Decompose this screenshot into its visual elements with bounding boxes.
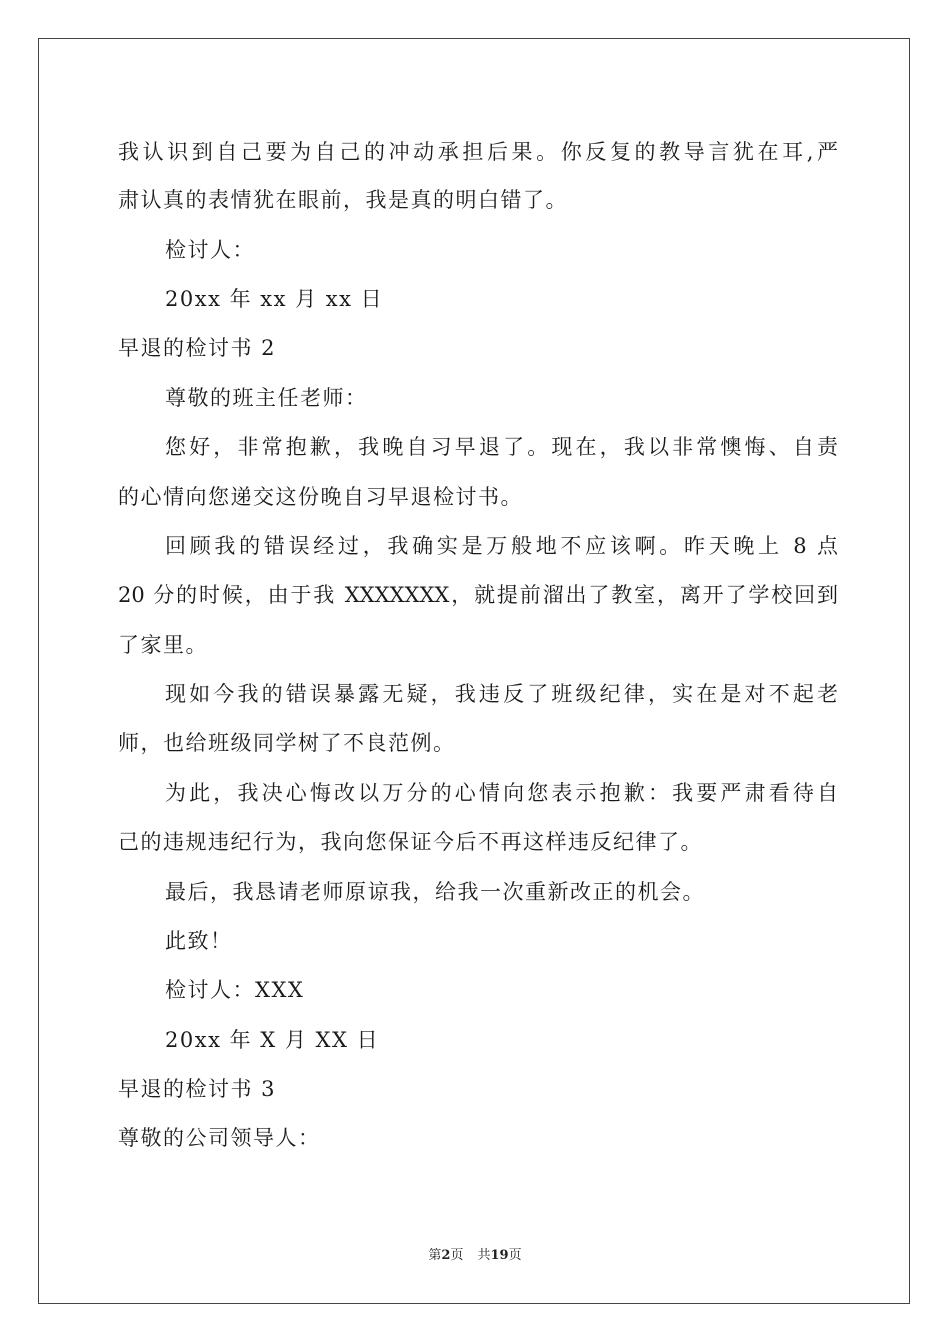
- date-line: 20xx 年 xx 月 xx 日: [165, 287, 384, 311]
- paragraph-line: 您好，非常抱歉，我晚自习早退了。现在，我以非常懊悔、自责: [165, 435, 838, 459]
- salutation: 尊敬的公司领导人：: [118, 1126, 321, 1150]
- paragraph-line: 20 分的时候，由于我 XXXXXXX，就提前溜出了教室，离开了学校回到: [118, 583, 838, 607]
- signature-label: 检讨人：: [165, 238, 255, 262]
- closing-line: 此致！: [165, 929, 233, 953]
- page-border: [38, 38, 910, 1304]
- paragraph-line: 回顾我的错误经过，我确实是万般地不应该啊。昨天晚上 8 点: [165, 534, 838, 558]
- date-line: 20xx 年 X 月 XX 日: [165, 1028, 380, 1052]
- signature-label: 检讨人：XXX: [165, 978, 305, 1002]
- page-suffix: 页: [450, 1248, 464, 1263]
- total-prefix: 共: [477, 1248, 491, 1263]
- page-total: 19: [490, 1248, 509, 1263]
- paragraph-line: 的心情向您递交这份晚自习早退检讨书。: [118, 485, 523, 509]
- section-heading: 早退的检讨书 2: [118, 336, 277, 360]
- paragraph-line: 为此，我决心悔改以万分的心情向您表示抱歉：我要严肃看待自: [165, 781, 838, 805]
- page-current: 2: [441, 1248, 451, 1263]
- paragraph-line: 了家里。: [118, 633, 208, 657]
- paragraph-line: 肃认真的表情犹在眼前，我是真的明白错了。: [118, 188, 568, 212]
- paragraph-line: 现如今我的错误暴露无疑，我违反了班级纪律，实在是对不起老: [165, 682, 838, 706]
- paragraph-line: 最后，我恳请老师原谅我，给我一次重新改正的机会。: [165, 880, 705, 904]
- section-heading: 早退的检讨书 3: [118, 1077, 277, 1101]
- paragraph-line: 师，也给班级同学树了不良范例。: [118, 731, 456, 755]
- page-prefix: 第: [428, 1248, 442, 1263]
- paragraph-line: 我认识到自己要为自己的冲动承担后果。你反复的教导言犹在耳,严: [118, 140, 838, 164]
- paragraph-line: 己的违规违纪行为，我向您保证今后不再这样违反纪律了。: [118, 830, 703, 854]
- salutation: 尊敬的班主任老师：: [165, 386, 368, 410]
- page-footer: [0, 1247, 950, 1265]
- total-suffix: 页: [508, 1248, 522, 1263]
